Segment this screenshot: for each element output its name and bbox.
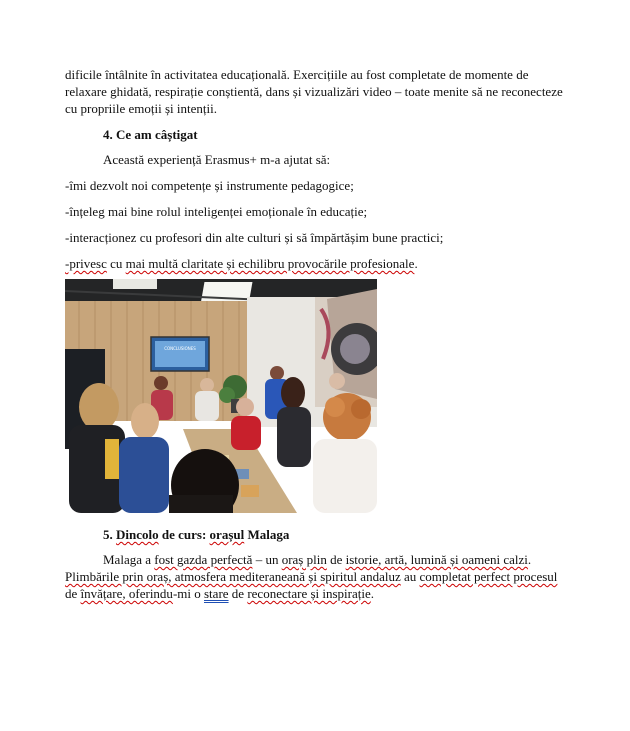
text-run: de [65, 586, 78, 601]
spell-flag-orasul: orașul [209, 527, 245, 542]
list-item-interactiune: -interacționez cu profesori din alte culturi și să împărtășim bune practici; [65, 230, 444, 245]
section-5-heading [65, 526, 603, 543]
heading-end: Malaga [247, 527, 290, 542]
text-run: Malaga a [103, 552, 152, 567]
heading-number: 5. [103, 527, 113, 542]
screen-text: CONCLUSIONES [164, 346, 196, 351]
spell-flag-claritate: mai multă claritate și echilibru provocările profesionale [125, 256, 415, 271]
text-run: – un [255, 552, 279, 567]
heading-middle: de curs: [161, 527, 207, 542]
word-cu: cu [110, 256, 123, 271]
section-5-paragraph [65, 551, 565, 602]
spell-flag: fost gazda perfectă [154, 552, 253, 567]
text-run: au [403, 569, 417, 584]
spell-flag: învățare, oferindu [80, 586, 173, 601]
intro-line-3: cu propriile emoții și intenții. [65, 101, 218, 116]
period: . [414, 256, 418, 271]
text-run: . [370, 586, 375, 601]
text-run: de [330, 552, 343, 567]
workshop-photo [65, 279, 377, 513]
section-4-lead: Această experiență Erasmus+ m-a ajutat să: [103, 152, 331, 167]
intro-line-1: dificile întâlnite în activitatea educațională. Exercițiile au fost completate de momente de [65, 67, 529, 82]
list-item-inteligenta: -înțeleg mai bine rolul inteligenței emoționale în educație; [65, 204, 368, 219]
spell-flag-privesc: -privesc [65, 256, 107, 271]
spell-flag: reconectare și inspirație [247, 586, 371, 601]
spell-flag: completat perfect procesul [419, 569, 558, 584]
text-run: de [231, 586, 245, 601]
intro-line-2: relaxare ghidată, respirație conștientă, dans și vizualizări video – toate menite să ne reconecteze [65, 84, 563, 99]
spell-flag: istorie, artă, lumină și oameni calzi [345, 552, 528, 567]
intro-paragraph [65, 66, 565, 117]
spell-flag: Plimbările prin oraș, atmosfera mediteraneană și spiritul andaluz [65, 569, 401, 584]
list-item-competente: -îmi dezvolt noi competențe și instrumente pedagogice; [65, 178, 354, 193]
text-run: -mi o [172, 586, 201, 601]
list-item-claritate [65, 255, 565, 272]
spell-flag-dincolo: Dincolo [116, 527, 159, 542]
text-run: . [527, 552, 532, 567]
spell-flag: oraș plin [281, 552, 327, 567]
section-4-heading: 4. Ce am câștigat [103, 127, 198, 142]
grammar-flag-stare: stare [204, 586, 229, 601]
